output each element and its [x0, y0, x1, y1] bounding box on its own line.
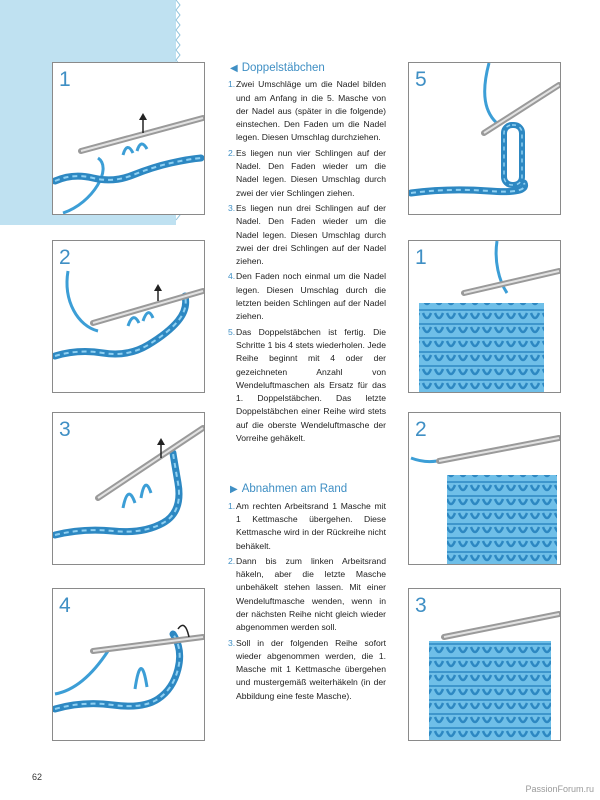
section-heading: ◀ Doppelstäbchen [230, 62, 325, 74]
step-number: 2 [59, 246, 71, 269]
section-heading: ▶ Abnahmen am Rand [230, 483, 348, 496]
crochet-illustration [409, 241, 560, 392]
crochet-illustration [409, 63, 560, 214]
instructions-column [228, 62, 386, 705]
crochet-illustration [409, 589, 560, 740]
triangle-right-icon: ▶ [230, 484, 238, 496]
crochet-illustration [53, 63, 204, 214]
panel-left-1 [52, 62, 205, 215]
step-number: 3 [59, 418, 71, 441]
list-item: 2. Dann bis zum linken Arbeitsrand häkeln, aber die letzte Masche unbehäkelt stehen lassen. Mit einer Wendeluftmasche wenden, wenn in der nächsten Reihe nicht gleich wieder abgenommen werden soll. [228, 555, 386, 633]
step-number: 4 [59, 594, 71, 617]
steps-list [228, 78, 386, 445]
crochet-illustration [409, 413, 560, 564]
steps-list [228, 500, 386, 703]
step-number: 2 [415, 418, 427, 441]
step-number: 3 [415, 594, 427, 617]
page-number: 62 [32, 772, 43, 782]
panel-right-1 [408, 240, 561, 393]
crochet-illustration [53, 413, 204, 564]
list-item: 3. Soll in der folgenden Reihe sofort wieder abgenommen werden, die 1. Masche mit 1 Kettmasche übergehen und mustergemäß weiterhäkeln (in der Abbildung eine feste Masche). [228, 637, 386, 701]
crochet-illustration [53, 241, 204, 392]
list-item: 3. Es liegen nun drei Schlingen auf der Nadel. Den Faden wieder um die Nadel legen. Diesen Umschlag durch zwei der drei Schlingen auf der Nadel ziehen. [228, 202, 386, 267]
list-item: 4. Den Faden noch einmal um die Nadel legen. Diesen Umschlag durch die letzten beiden Schlingen auf der Nadel ziehen. [228, 271, 386, 322]
step-number: 1 [59, 68, 71, 91]
panel-right-5 [408, 62, 561, 215]
list-item: 5. Das Doppelstäbchen ist fertig. Die Schritte 1 bis 4 stets wiederholen. Jede Reihe beginnt mit 4 oder der gezeichneten Anzahl von Wendeluftmaschen als Ersatz für das 1. Doppelstäbchen. Das letzte Doppelstäbchen einer Reihe wird stets auf die oberste Wendeluftmasche der Vorreihe gehäkelt. [228, 326, 386, 444]
panel-left-4 [52, 588, 205, 741]
panel-right-2 [408, 412, 561, 565]
watermark: PassionForum.ru [525, 784, 594, 794]
panel-right-3 [408, 588, 561, 741]
panel-left-3 [52, 412, 205, 565]
list-item: 1. Am rechten Arbeitsrand 1 Masche mit 1 Kettmasche übergehen. Diese Kettmasche wird in der Rückreihe nicht behäkelt. [228, 500, 386, 551]
list-item: 2. Es liegen nun vier Schlingen auf der Nadel. Den Faden wieder um die Nadel legen. Diesen Umschlag durch zwei der vier Schlingen ziehen. [228, 147, 386, 198]
list-item: 1. Zwei Umschläge um die Nadel bilden und am Anfang in die 5. Masche von der Nadel aus (später in die folgende) einstechen. Den Faden um die Nadel legen. Diesen Umschlag durchziehen. [228, 79, 386, 143]
crochet-illustration [53, 589, 204, 740]
panel-left-2 [52, 240, 205, 393]
step-number: 1 [415, 246, 427, 269]
step-number: 5 [415, 68, 427, 91]
triangle-left-icon: ◀ [230, 63, 238, 74]
